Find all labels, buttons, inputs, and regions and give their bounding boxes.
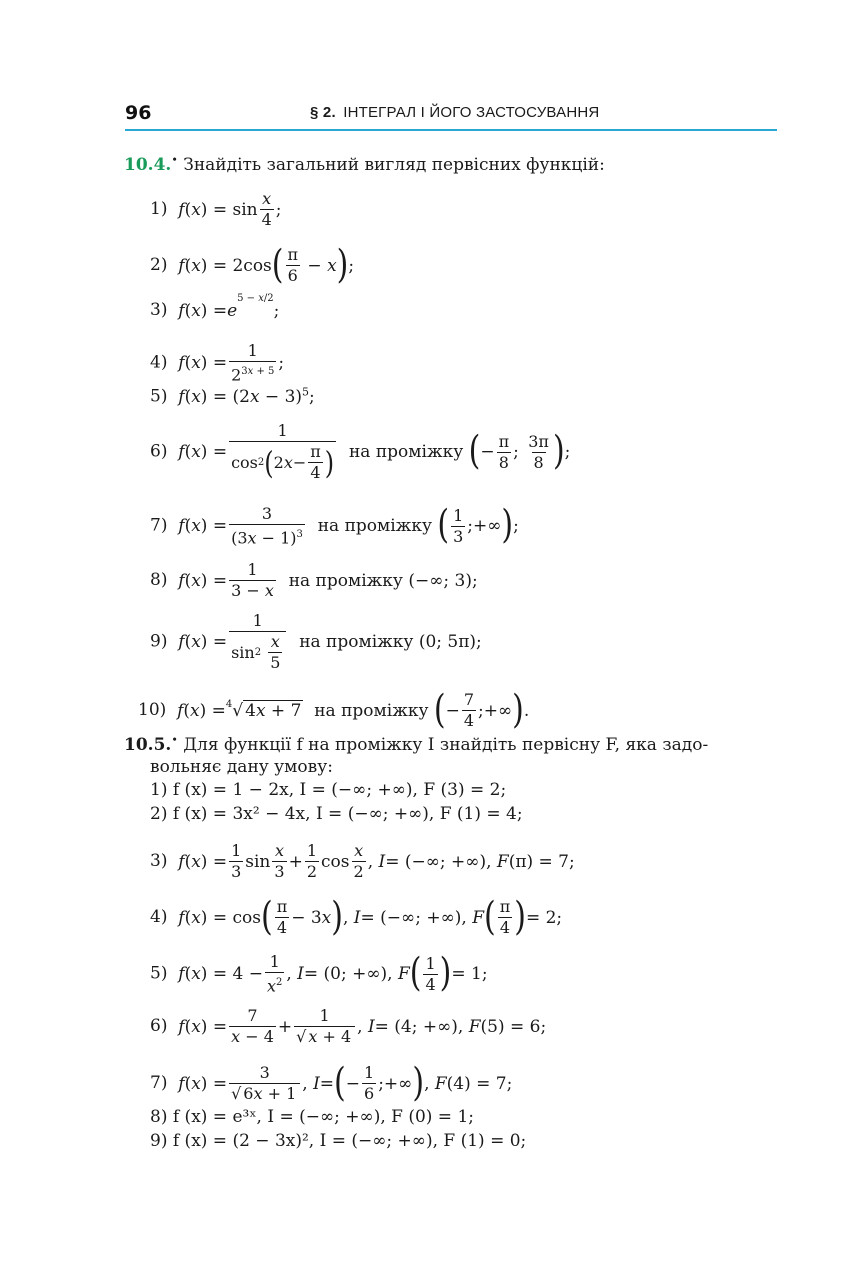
interval-value: (−∞; 3); — [408, 570, 478, 591]
item-number: 9) — [150, 631, 168, 652]
section-title-text: ІНТЕГРАЛ І ЙОГО ЗАСТОСУВАННЯ — [343, 104, 600, 121]
problem-number: 10.5. — [124, 735, 172, 755]
item-number: 1) — [150, 780, 168, 800]
exercise-item: 10) f ( x ) = 4 √ 4x + 7 на проміжку ( − $\frac{7}{4}$ ;+∞ ) . — [138, 687, 530, 733]
item-number: 4) — [150, 907, 168, 927]
item-number: 5) — [150, 386, 168, 407]
difficulty-marker: • — [171, 153, 178, 167]
section-title — [310, 104, 599, 121]
item-formula: f (x) = (2 − 3x)², I = (−∞; +∞), F (1) = 0; — [172, 1131, 527, 1151]
interval-label: на проміжку — [288, 570, 403, 591]
exercise-item: 7) f ( x ) = $\frac{3}{√ 6x + 1}$ , I = ( − $\frac{1}{6}$ ;+∞ ) , F (4) = 7; — [150, 1060, 513, 1106]
item-number: 7) — [150, 1073, 168, 1093]
difficulty-marker: • — [171, 733, 178, 747]
interval-label: на проміжку — [348, 442, 464, 462]
exercise-item — [150, 1107, 474, 1127]
page-number: 96 — [125, 102, 152, 124]
item-number: 8) — [150, 570, 168, 590]
problem-10-4-heading — [124, 155, 605, 175]
item-number: 2) — [150, 255, 168, 275]
interval-value: (0; 5π); — [418, 632, 482, 652]
item-number: 7) — [150, 515, 168, 536]
item-number: 9) — [150, 1131, 168, 1151]
exercise-item: 4) f ( x ) = $\frac{1}{2^{3x + 5}}$ ; — [150, 341, 285, 385]
exercise-item — [150, 1131, 526, 1151]
page-header — [125, 98, 777, 132]
exercise-item: 3) f ( x ) = e 5 − x/2 ; — [150, 292, 280, 321]
item-formula: f (x) = e³ˣ, I = (−∞; +∞), F (0) = 1; — [172, 1107, 475, 1127]
exercise-item: 5) f ( x ) = 4 − $\frac{1}{x^2}$ , I = (0; +∞), F ( $\frac{1}{4}$ ) = 1; — [150, 950, 488, 997]
item-formula: f (x) = 1 − 2x, I = (−∞; +∞), F (3) = 2; — [172, 780, 507, 800]
item-number: 3) — [150, 851, 168, 871]
exercise-item — [150, 780, 506, 800]
problem-statement: Знайдіть загальний вигляд первісних функцій: — [183, 155, 605, 175]
interval-label: на проміжку — [317, 516, 432, 537]
item-number: 2) — [150, 804, 168, 824]
exercise-item: 7) f ( x ) = $\frac{3}{(3x - 1)^3}$ на проміжку ( $\frac{1}{3}$ ;+∞ ) ; — [150, 502, 519, 549]
exercise-item: 5) $f(x) = (2x - 3)^5$; — [150, 385, 315, 407]
exercise-item: 6) f ( x ) = $\frac{7}{x - 4}$ + $\frac{1}{√ x + 4}$ , I = (4; +∞), F (5) = 6; — [150, 1006, 547, 1046]
item-formula: f (x) = 3x² − 4x, I = (−∞; +∞), F (1) = 4; — [172, 804, 523, 824]
interval-label: на проміжку — [314, 700, 429, 721]
item-number: 8) — [150, 1107, 168, 1127]
item-number: 1) — [150, 199, 168, 219]
exercise-item: 4) f ( x ) = cos ( $\frac{\pi}{4}$ − 3 x ) , I = (−∞; +∞), F ( $\frac{\pi}{4}$ ) = 2; — [150, 894, 563, 940]
item-number: 6) — [150, 1016, 168, 1036]
exercise-item: 1) f ( x ) = sin $\frac{x}{4}$ ; — [150, 189, 282, 229]
exercise-item: 2) f ( x ) = 2cos ( $\frac{\pi}{6}$ − x ) ; — [150, 242, 355, 288]
exercise-item: 3) f ( x ) = $\frac{1}{3}$ sin $\frac{x}{3}$ + $\frac{1}{2}$ cos $\frac{x}{2}$ , I = (−∞; +∞), F (π) = 7; — [150, 841, 575, 881]
exercise-item: 9) f ( x ) = 1 sin 2 $\frac{x}{5}$ на проміжку (0; 5π); — [150, 611, 482, 672]
item-number: 6) — [150, 441, 168, 462]
exercise-item: 8) f ( x ) = $\frac{1}{3 - x}$ на проміжку (−∞; 3); — [150, 560, 478, 600]
item-number: 3) — [150, 300, 168, 320]
item-number: 10) — [138, 700, 167, 720]
exercise-item: 6) f ( x ) = 1 cos 2 ( 2 x − $\frac{\pi}{4}$ ) на проміжку ( − $\frac{\pi}{8}$ ; $\frac{3\pi}{8}$ ) ; — [150, 421, 571, 482]
exercise-item — [150, 804, 523, 824]
problem-number: 10.4. — [124, 155, 172, 175]
problem-10-5-heading — [124, 735, 708, 755]
problem-statement-cont: вольняє дану умову: — [150, 757, 333, 777]
header-rule — [125, 129, 777, 131]
interval-label: на проміжку — [299, 632, 414, 652]
item-number: 4) — [150, 352, 168, 373]
section-label: § 2. — [310, 104, 336, 121]
problem-statement: Для функції f на проміжку I знайдіть первісну F, яка задо- — [183, 735, 709, 755]
item-number: 5) — [150, 963, 168, 984]
